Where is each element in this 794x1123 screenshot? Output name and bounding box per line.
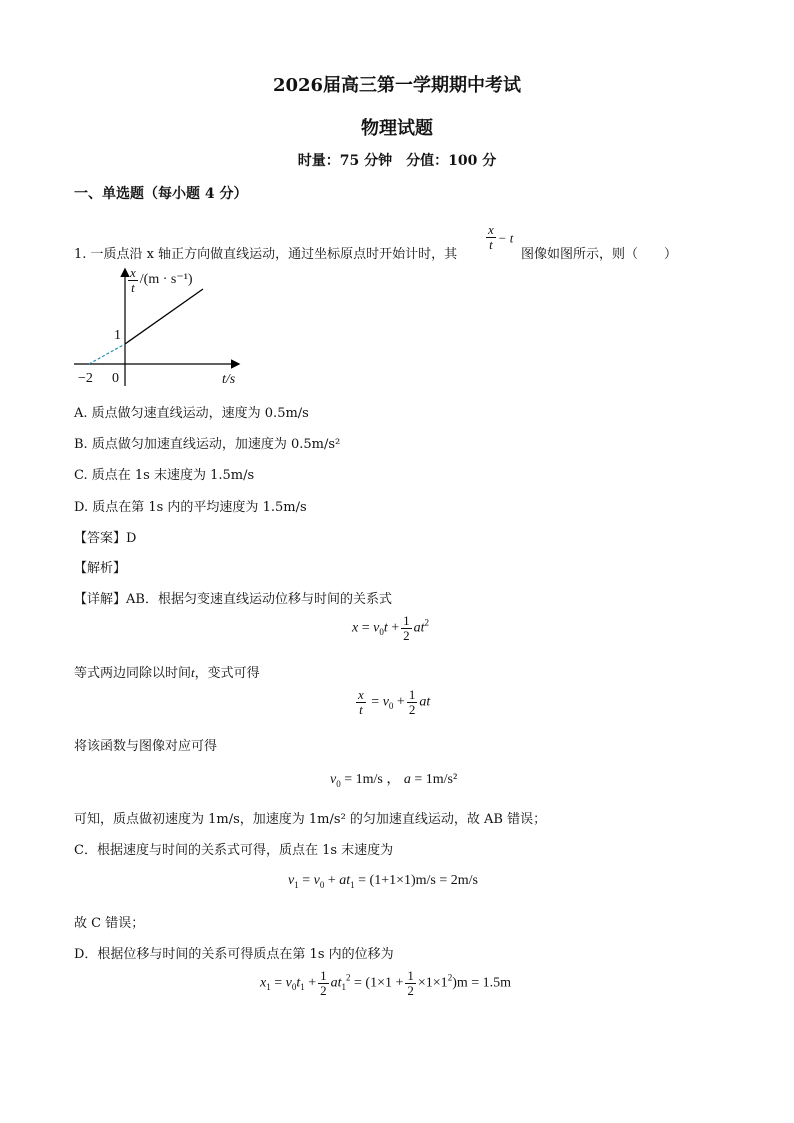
text-conclusion: 可知，质点做初速度为 1m/s，加速度为 1m/s² 的匀加速直线运动，故 AB 错误； (74, 812, 547, 827)
equation-v1: $v_1 = v_0 + at_1 = (1+1\times 1)m/s = 2m/s$ (288, 873, 479, 890)
c-wrong: 故 C 错误； (74, 916, 145, 931)
graph-tick-1: 1 (114, 328, 121, 343)
answer: 【答案】D (74, 531, 137, 546)
exam-subject: 物理试题 (361, 118, 433, 139)
stem-fraction: $\frac{x}{t}$ − t (488, 222, 514, 252)
question-stem (74, 243, 457, 262)
section-heading: 一、单选题（每小题 4 分） (74, 186, 248, 202)
option-b: B. 质点做匀加速直线运动，加速度为 0.5m/s² (74, 437, 341, 452)
option-d: D. 质点在第 1s 内的平均速度为 1.5m/s (74, 500, 307, 515)
detail-d: D．根据位移与时间的关系可得质点在第 1s 内的位移为 (74, 947, 394, 962)
equation-parameters: $v_0 = 1m/s$ ， a = 1m/s² (330, 772, 458, 789)
graph-ylabel: $\frac{x}{t}$ /(m · s⁻¹) (130, 265, 193, 295)
question-stem-tail: 图像如图所示，则（ ） (521, 247, 678, 262)
option-a: A. 质点做匀速直线运动，速度为 0.5m/s (74, 406, 309, 421)
detail-ab: 【详解】AB．根据匀变速直线运动位移与时间的关系式 (74, 592, 392, 607)
text-divide: 等式两边同除以时间t，变式可得 (74, 665, 260, 681)
equation-x-over-t: $\frac{x}{t}$ = $v_0$ + $\frac{1}{2}$ at (358, 687, 431, 717)
detail-c: C．根据速度与时间的关系式可得，质点在 1s 末速度为 (74, 843, 394, 858)
text-match: 将该函数与图像对应可得 (74, 739, 218, 754)
option-c: C. 质点在 1s 末速度为 1.5m/s (74, 468, 255, 483)
question-stem-text: 1. 一质点沿 x 轴正方向做直线运动，通过坐标原点时开始计时，其 (74, 247, 458, 262)
graph-tick-neg2: −2 (78, 371, 93, 386)
equation-x1: $x_1 = v_0t_1$ + $\frac{1}{2}$ $at_1^2 = (1\times 1$ + $\frac{1}{2}$ $\times 1\times 1^2)m = 1.5m$ (260, 968, 512, 998)
graph-xlabel: t/s (222, 372, 236, 387)
graph-line (125, 289, 203, 344)
exam-title: 2026届高三第一学期期中考试 (272, 75, 522, 96)
analysis-heading: 【解析】 (74, 561, 127, 576)
graph-tick-0: 0 (112, 371, 119, 386)
graph-ylabel-unit: /(m · s⁻¹) (139, 272, 193, 288)
graph-dashed-extension (89, 344, 125, 364)
equation-displacement: $x = v_0t$ + $\frac{1}{2}$ $at^2$ (352, 613, 430, 643)
exam-meta: 时量：75 分钟 分值：100 分 (297, 153, 497, 169)
